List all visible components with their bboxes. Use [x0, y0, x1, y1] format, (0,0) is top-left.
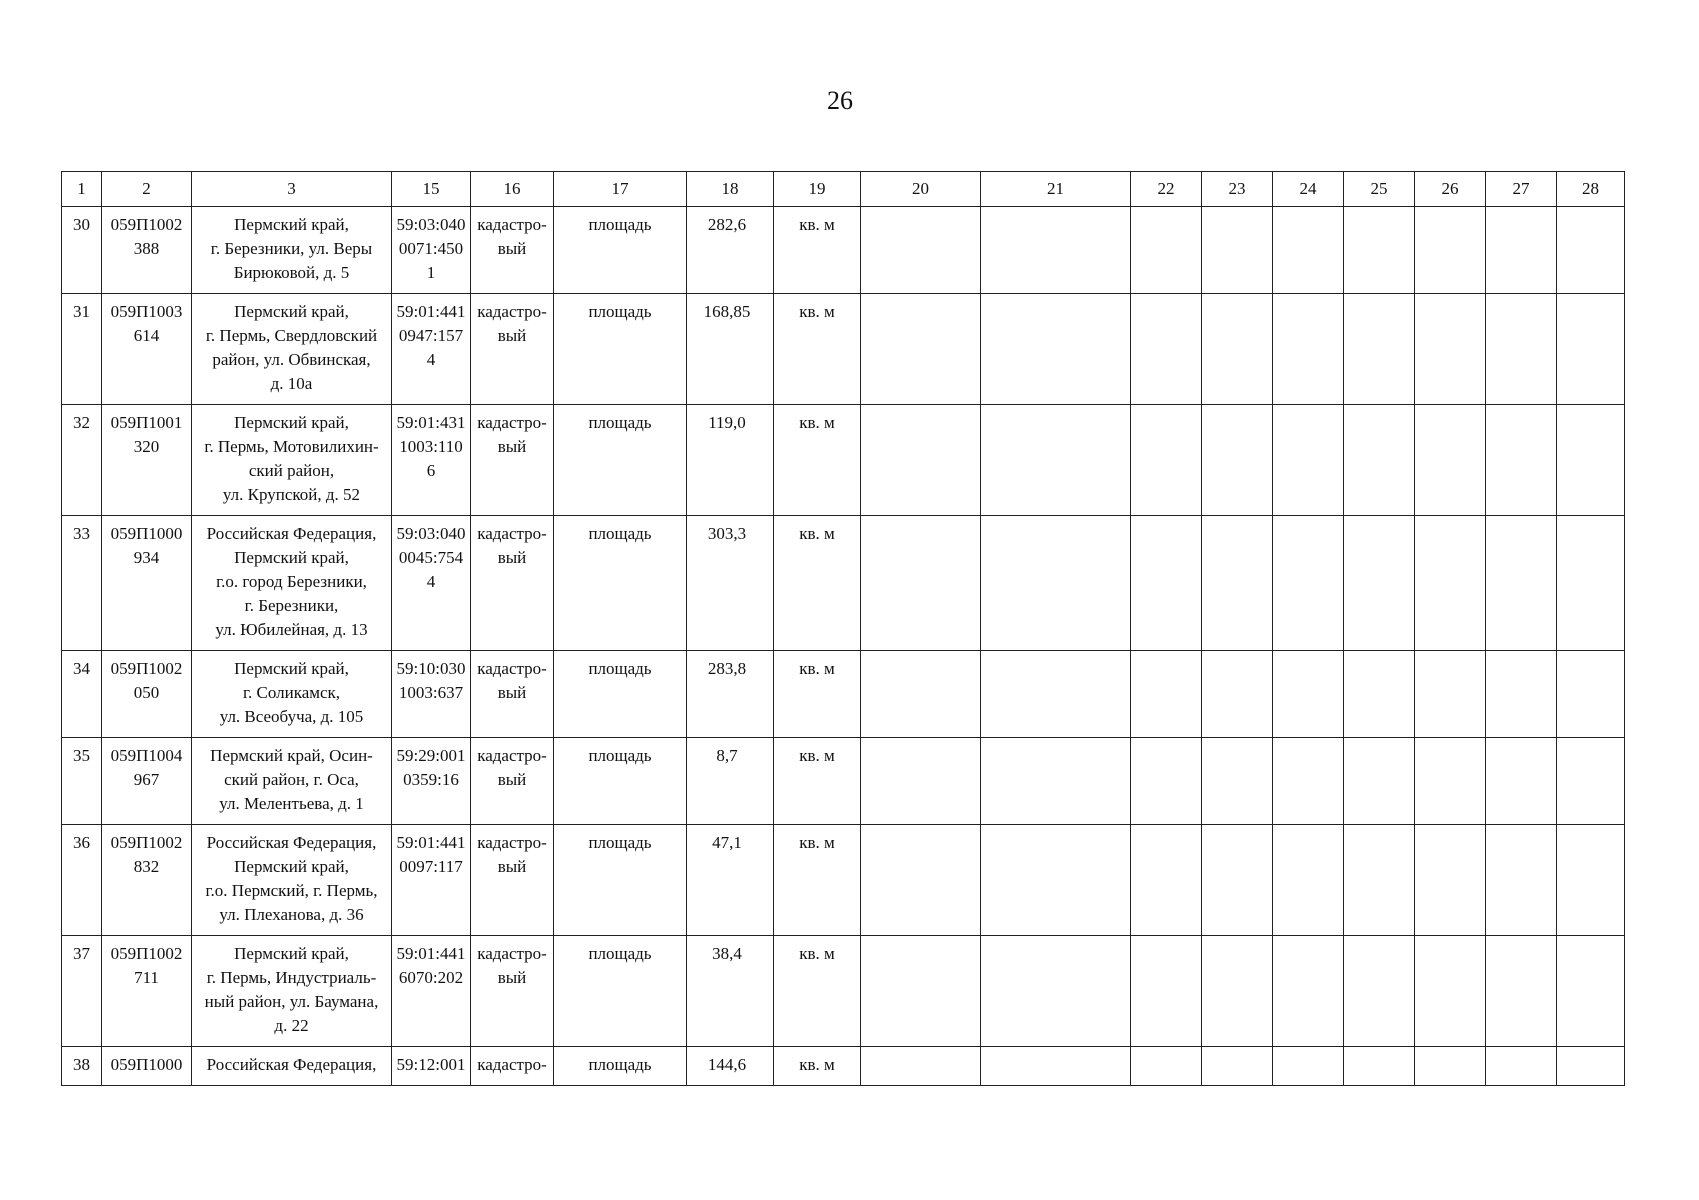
cell-line: Бирюковой, д. 5 — [233, 263, 350, 282]
empty-cell-col-27 — [1486, 936, 1557, 1047]
table-row — [62, 207, 1625, 294]
empty-cell-col-25 — [1344, 738, 1415, 825]
cell-line: 1003:637 — [398, 683, 464, 702]
cell-line: 059П1002 — [110, 659, 183, 678]
table-row — [62, 936, 1625, 1047]
address-cell — [192, 207, 392, 294]
cell-line: Российская Федерация, — [206, 524, 377, 543]
cell-line: 4 — [426, 350, 436, 369]
empty-cell-col-26 — [1415, 516, 1486, 651]
number-type-cell — [471, 405, 554, 516]
address-cell — [192, 936, 392, 1047]
empty-cell-col-26 — [1415, 405, 1486, 516]
object-code-cell — [102, 738, 192, 825]
column-header-28: 28 — [1557, 172, 1625, 207]
empty-cell-col-26 — [1415, 651, 1486, 738]
empty-cell-col-26 — [1415, 207, 1486, 294]
cell-line: ул. Юбилейная, д. 13 — [215, 620, 368, 639]
empty-cell-col-24 — [1273, 405, 1344, 516]
cell-line: Пермский край, — [234, 944, 349, 963]
row-number-cell: 30 — [62, 207, 102, 294]
row-number-cell: 33 — [62, 516, 102, 651]
cell-line: 059П1000 — [110, 1055, 183, 1074]
cadastral-number-cell — [392, 516, 471, 651]
cell-line: г.о. Пермский, г. Пермь, — [205, 881, 378, 900]
unit-cell: кв. м — [774, 516, 861, 651]
measure-cell: площадь — [554, 207, 687, 294]
object-code-cell — [102, 294, 192, 405]
cell-line: 0045:754 — [398, 548, 464, 567]
cell-line: 059П1001 — [110, 413, 183, 432]
value-cell: 303,3 — [687, 516, 774, 651]
empty-cell-col-28 — [1557, 825, 1625, 936]
empty-cell-col-20 — [861, 738, 981, 825]
empty-cell-col-22 — [1131, 738, 1202, 825]
empty-cell-col-25 — [1344, 207, 1415, 294]
empty-cell-col-24 — [1273, 294, 1344, 405]
empty-cell-col-25 — [1344, 516, 1415, 651]
empty-cell-col-23 — [1202, 1047, 1273, 1086]
address-cell — [192, 405, 392, 516]
cell-line: Пермский край, — [234, 659, 349, 678]
cell-line: кадастро- — [477, 413, 547, 432]
cell-line: 1 — [426, 263, 436, 282]
column-header-27: 27 — [1486, 172, 1557, 207]
empty-cell-col-26 — [1415, 936, 1486, 1047]
cell-line: 934 — [133, 548, 160, 567]
unit-cell: кв. м — [774, 936, 861, 1047]
object-code-cell — [102, 936, 192, 1047]
address-cell — [192, 1047, 392, 1086]
empty-cell-col-28 — [1557, 405, 1625, 516]
row-number-cell: 36 — [62, 825, 102, 936]
empty-cell-col-25 — [1344, 936, 1415, 1047]
column-header-24: 24 — [1273, 172, 1344, 207]
cell-line: вый — [497, 437, 527, 456]
table-body — [62, 207, 1625, 1086]
empty-cell-col-20 — [861, 207, 981, 294]
cell-line: 0359:16 — [403, 770, 459, 789]
empty-cell-col-25 — [1344, 825, 1415, 936]
empty-cell-col-22 — [1131, 516, 1202, 651]
cell-line: г. Соликамск, — [242, 683, 341, 702]
measure-cell: площадь — [554, 936, 687, 1047]
cell-line: 6070:202 — [398, 968, 464, 987]
cell-line: 050 — [133, 683, 160, 702]
cell-line: район, ул. Обвинская, — [212, 350, 371, 369]
number-type-cell — [471, 1047, 554, 1086]
column-header-2: 2 — [102, 172, 192, 207]
column-header-17: 17 — [554, 172, 687, 207]
cell-line: 320 — [133, 437, 160, 456]
column-header-19: 19 — [774, 172, 861, 207]
cell-line: 59:29:001 — [396, 746, 466, 765]
unit-cell: кв. м — [774, 405, 861, 516]
empty-cell-col-25 — [1344, 405, 1415, 516]
table-row — [62, 825, 1625, 936]
column-header-15: 15 — [392, 172, 471, 207]
number-type-cell — [471, 738, 554, 825]
empty-cell-col-27 — [1486, 405, 1557, 516]
empty-cell-col-27 — [1486, 294, 1557, 405]
empty-cell-col-23 — [1202, 738, 1273, 825]
cell-line: 59:03:040 — [396, 215, 466, 234]
address-cell — [192, 738, 392, 825]
row-number-cell: 32 — [62, 405, 102, 516]
cell-line: 0071:450 — [398, 239, 464, 258]
cell-line: ный район, ул. Баумана, — [204, 992, 379, 1011]
empty-cell-col-22 — [1131, 207, 1202, 294]
cell-line: вый — [497, 968, 527, 987]
cadastral-number-cell — [392, 294, 471, 405]
registry-table — [61, 171, 1625, 1086]
empty-cell-col-21 — [981, 651, 1131, 738]
table-row — [62, 294, 1625, 405]
column-header-26: 26 — [1415, 172, 1486, 207]
empty-cell-col-27 — [1486, 207, 1557, 294]
empty-cell-col-20 — [861, 651, 981, 738]
cell-line: г. Пермь, Свердловский — [205, 326, 378, 345]
value-cell: 8,7 — [687, 738, 774, 825]
value-cell: 38,4 — [687, 936, 774, 1047]
cell-line: 0097:117 — [399, 857, 463, 876]
cell-line: Пермский край, — [234, 215, 349, 234]
measure-cell: площадь — [554, 651, 687, 738]
cell-line: Пермский край, — [234, 413, 349, 432]
cell-line: 388 — [133, 239, 160, 258]
column-header-1: 1 — [62, 172, 102, 207]
number-type-cell — [471, 825, 554, 936]
cell-line: 1003:110 — [399, 437, 463, 456]
cell-line: ул. Крупской, д. 52 — [222, 485, 361, 504]
measure-cell: площадь — [554, 516, 687, 651]
empty-cell-col-26 — [1415, 825, 1486, 936]
page-number: 26 — [827, 86, 853, 115]
cell-line: 0947:157 — [398, 326, 464, 345]
cell-line: 059П1004 — [110, 746, 183, 765]
empty-cell-col-23 — [1202, 516, 1273, 651]
cell-line: ский район, г. Оса, — [224, 770, 359, 789]
value-cell: 168,85 — [687, 294, 774, 405]
cell-line: вый — [497, 548, 527, 567]
cell-line: г. Пермь, Мотовилихин- — [204, 437, 379, 456]
empty-cell-col-20 — [861, 294, 981, 405]
cell-line: Пермский край, — [234, 548, 349, 567]
cadastral-number-cell — [392, 651, 471, 738]
cell-line: 711 — [134, 968, 159, 987]
object-code-cell — [102, 207, 192, 294]
empty-cell-col-27 — [1486, 651, 1557, 738]
cell-line: вый — [497, 239, 527, 258]
cell-line: 059П1000 — [110, 524, 183, 543]
empty-cell-col-27 — [1486, 516, 1557, 651]
cell-line: Российская Федерация, — [206, 1055, 377, 1074]
empty-cell-col-23 — [1202, 405, 1273, 516]
column-header-22: 22 — [1131, 172, 1202, 207]
cadastral-number-cell — [392, 207, 471, 294]
empty-cell-col-21 — [981, 1047, 1131, 1086]
number-type-cell — [471, 207, 554, 294]
column-header-16: 16 — [471, 172, 554, 207]
cell-line: 059П1003 — [110, 302, 183, 321]
empty-cell-col-20 — [861, 825, 981, 936]
cell-line: вый — [497, 326, 527, 345]
address-cell — [192, 825, 392, 936]
row-number-cell: 35 — [62, 738, 102, 825]
column-header-23: 23 — [1202, 172, 1273, 207]
column-header-3: 3 — [192, 172, 392, 207]
empty-cell-col-26 — [1415, 1047, 1486, 1086]
table-row — [62, 516, 1625, 651]
header-row — [62, 172, 1625, 207]
cadastral-number-cell — [392, 405, 471, 516]
unit-cell: кв. м — [774, 651, 861, 738]
address-cell — [192, 294, 392, 405]
empty-cell-col-24 — [1273, 936, 1344, 1047]
cadastral-number-cell — [392, 825, 471, 936]
empty-cell-col-28 — [1557, 1047, 1625, 1086]
object-code-cell — [102, 516, 192, 651]
cell-line: 059П1002 — [110, 944, 183, 963]
row-number-cell: 37 — [62, 936, 102, 1047]
row-number-cell: 38 — [62, 1047, 102, 1086]
number-type-cell — [471, 651, 554, 738]
address-cell — [192, 516, 392, 651]
cell-line: ул. Всеобуча, д. 105 — [219, 707, 364, 726]
cell-line: ский район, — [248, 461, 335, 480]
cell-line: Пермский край, — [234, 302, 349, 321]
object-code-cell — [102, 405, 192, 516]
empty-cell-col-23 — [1202, 207, 1273, 294]
empty-cell-col-23 — [1202, 294, 1273, 405]
empty-cell-col-22 — [1131, 825, 1202, 936]
cell-line: 6 — [426, 461, 436, 480]
cell-line: кадастро- — [477, 746, 547, 765]
measure-cell: площадь — [554, 738, 687, 825]
address-cell — [192, 651, 392, 738]
cell-line: кадастро- — [477, 1055, 547, 1074]
cell-line: 059П1002 — [110, 833, 183, 852]
cell-line: ул. Мелентьева, д. 1 — [219, 794, 364, 813]
value-cell: 119,0 — [687, 405, 774, 516]
object-code-cell — [102, 651, 192, 738]
cell-line: г. Пермь, Индустриаль- — [206, 968, 377, 987]
cell-line: г. Березники, — [244, 596, 339, 615]
object-code-cell — [102, 1047, 192, 1086]
column-header-20: 20 — [861, 172, 981, 207]
empty-cell-col-27 — [1486, 825, 1557, 936]
cell-line: 4 — [426, 572, 436, 591]
row-number-cell: 31 — [62, 294, 102, 405]
cell-line: 59:01:431 — [396, 413, 466, 432]
measure-cell: площадь — [554, 1047, 687, 1086]
empty-cell-col-22 — [1131, 936, 1202, 1047]
cell-line: кадастро- — [477, 833, 547, 852]
cell-line: 59:01:441 — [396, 302, 466, 321]
cell-line: 967 — [133, 770, 160, 789]
cell-line: Российская Федерация, — [206, 833, 377, 852]
cell-line: вый — [497, 770, 527, 789]
cell-line: 59:03:040 — [396, 524, 466, 543]
cell-line: Пермский край, — [234, 857, 349, 876]
cadastral-number-cell — [392, 1047, 471, 1086]
empty-cell-col-24 — [1273, 825, 1344, 936]
unit-cell: кв. м — [774, 1047, 861, 1086]
measure-cell: площадь — [554, 294, 687, 405]
cell-line: вый — [497, 683, 527, 702]
empty-cell-col-22 — [1131, 294, 1202, 405]
cell-line: ул. Плеханова, д. 36 — [219, 905, 364, 924]
number-type-cell — [471, 936, 554, 1047]
empty-cell-col-20 — [861, 936, 981, 1047]
cell-line: д. 22 — [274, 1016, 309, 1035]
cell-line: 59:12:001 — [396, 1055, 466, 1074]
unit-cell: кв. м — [774, 207, 861, 294]
empty-cell-col-28 — [1557, 207, 1625, 294]
cell-line: кадастро- — [477, 524, 547, 543]
empty-cell-col-22 — [1131, 651, 1202, 738]
empty-cell-col-23 — [1202, 936, 1273, 1047]
cadastral-number-cell — [392, 936, 471, 1047]
value-cell: 144,6 — [687, 1047, 774, 1086]
table-row — [62, 405, 1625, 516]
empty-cell-col-25 — [1344, 1047, 1415, 1086]
number-type-cell — [471, 516, 554, 651]
empty-cell-col-26 — [1415, 294, 1486, 405]
value-cell: 283,8 — [687, 651, 774, 738]
empty-cell-col-28 — [1557, 516, 1625, 651]
empty-cell-col-20 — [861, 516, 981, 651]
measure-cell: площадь — [554, 825, 687, 936]
empty-cell-col-21 — [981, 825, 1131, 936]
cell-line: 59:01:441 — [396, 833, 466, 852]
empty-cell-col-21 — [981, 738, 1131, 825]
empty-cell-col-23 — [1202, 825, 1273, 936]
empty-cell-col-28 — [1557, 936, 1625, 1047]
cell-line: 59:01:441 — [396, 944, 466, 963]
row-number-cell: 34 — [62, 651, 102, 738]
empty-cell-col-21 — [981, 207, 1131, 294]
cell-line: г. Березники, ул. Веры — [210, 239, 373, 258]
empty-cell-col-20 — [861, 1047, 981, 1086]
empty-cell-col-22 — [1131, 1047, 1202, 1086]
empty-cell-col-24 — [1273, 207, 1344, 294]
object-code-cell — [102, 825, 192, 936]
empty-cell-col-24 — [1273, 651, 1344, 738]
number-type-cell — [471, 294, 554, 405]
table-row — [62, 738, 1625, 825]
table-row — [62, 1047, 1625, 1086]
cell-line: вый — [497, 857, 527, 876]
cell-line: кадастро- — [477, 659, 547, 678]
empty-cell-col-24 — [1273, 516, 1344, 651]
empty-cell-col-21 — [981, 936, 1131, 1047]
empty-cell-col-27 — [1486, 1047, 1557, 1086]
measure-cell: площадь — [554, 405, 687, 516]
empty-cell-col-28 — [1557, 294, 1625, 405]
empty-cell-col-22 — [1131, 405, 1202, 516]
cell-line: 832 — [133, 857, 160, 876]
empty-cell-col-27 — [1486, 738, 1557, 825]
cell-line: 614 — [133, 326, 160, 345]
table-row — [62, 651, 1625, 738]
empty-cell-col-28 — [1557, 651, 1625, 738]
empty-cell-col-28 — [1557, 738, 1625, 825]
value-cell: 282,6 — [687, 207, 774, 294]
value-cell: 47,1 — [687, 825, 774, 936]
empty-cell-col-21 — [981, 516, 1131, 651]
cell-line: г.о. город Березники, — [216, 572, 367, 591]
unit-cell: кв. м — [774, 738, 861, 825]
cell-line: 059П1002 — [110, 215, 183, 234]
unit-cell: кв. м — [774, 294, 861, 405]
empty-cell-col-25 — [1344, 651, 1415, 738]
empty-cell-col-20 — [861, 405, 981, 516]
cell-line: кадастро- — [477, 215, 547, 234]
cell-line: д. 10а — [270, 374, 313, 393]
empty-cell-col-26 — [1415, 738, 1486, 825]
empty-cell-col-21 — [981, 294, 1131, 405]
cell-line: 59:10:030 — [396, 659, 466, 678]
empty-cell-col-23 — [1202, 651, 1273, 738]
cell-line: Пермский край, Осин- — [210, 746, 373, 765]
column-header-18: 18 — [687, 172, 774, 207]
cadastral-number-cell — [392, 738, 471, 825]
cell-line: кадастро- — [477, 302, 547, 321]
empty-cell-col-24 — [1273, 1047, 1344, 1086]
empty-cell-col-21 — [981, 405, 1131, 516]
column-header-21: 21 — [981, 172, 1131, 207]
empty-cell-col-25 — [1344, 294, 1415, 405]
column-header-25: 25 — [1344, 172, 1415, 207]
unit-cell: кв. м — [774, 825, 861, 936]
empty-cell-col-24 — [1273, 738, 1344, 825]
cell-line: кадастро- — [477, 944, 547, 963]
